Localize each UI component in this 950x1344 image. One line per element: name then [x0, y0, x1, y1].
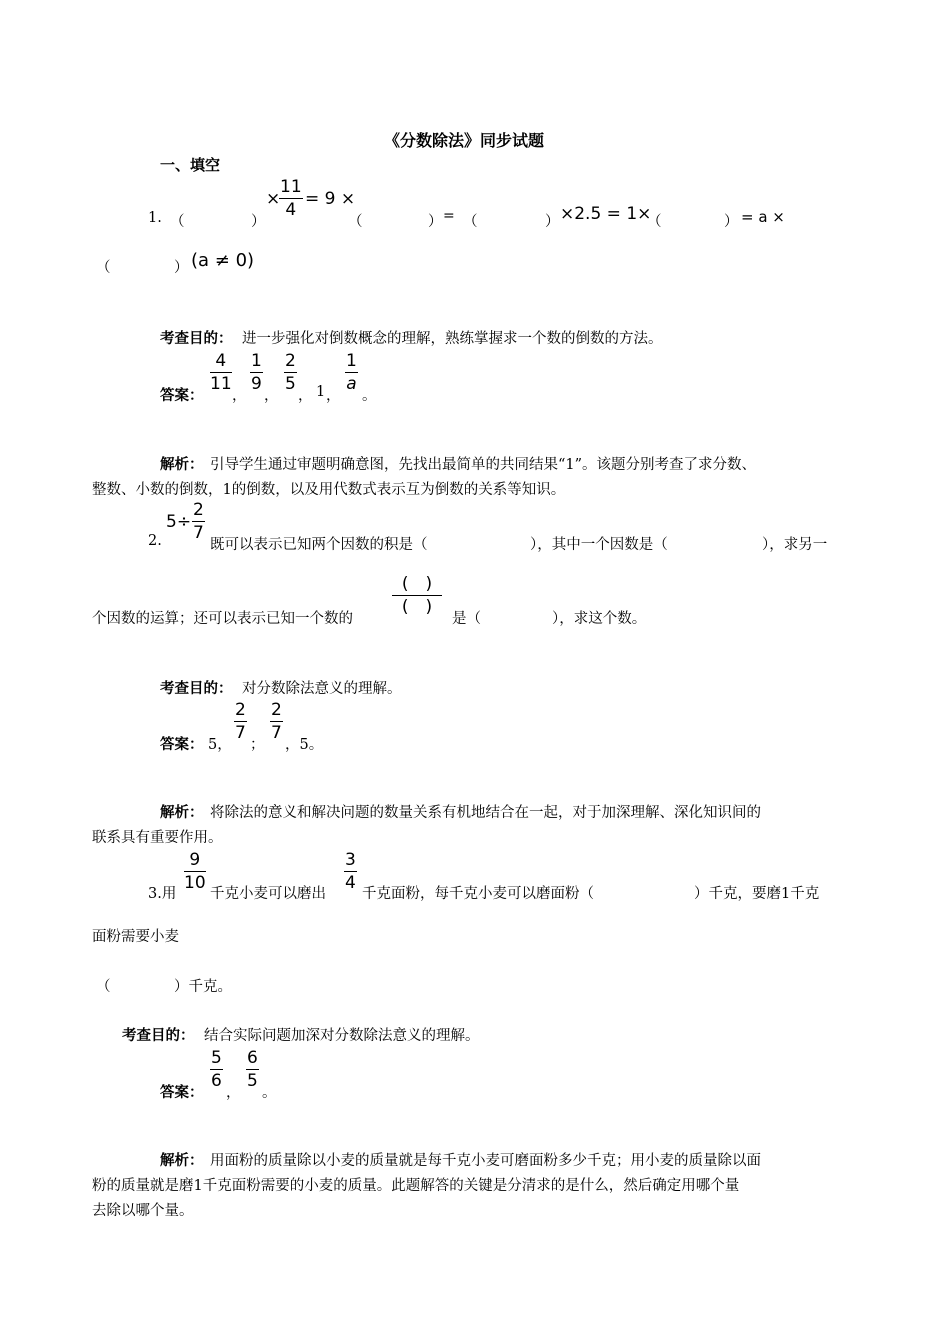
q2-line-2b: 是（	[452, 611, 481, 627]
denominator: 7	[193, 523, 204, 543]
denominator: 10	[184, 873, 206, 893]
numerator: 2	[235, 700, 246, 720]
denominator: 5	[285, 374, 296, 394]
q1-paren-left: （	[463, 214, 478, 230]
q1-fraction-11-4	[279, 177, 303, 220]
q3-analysis-line-3: 去除以哪个量。	[92, 1203, 194, 1219]
q3-text-2: 千克面粉，每千克小麦可以磨面粉（	[362, 886, 594, 902]
q2-analysis-line-1: 将除法的意义和解决问题的数量关系有机地结合在一起，对于加深理解、深化知识间的	[210, 805, 761, 821]
q3-answer-label: 答案：	[160, 1085, 204, 1101]
section-heading: 一、填空	[160, 156, 221, 174]
denominator: 4	[345, 873, 356, 893]
q1-answer-fraction-1-9	[250, 351, 263, 394]
q1-paren-left: （	[348, 214, 363, 230]
q3-text-3: ）千克，要磨1千克	[694, 886, 820, 902]
q2-answer-5: 5，	[208, 737, 232, 753]
denominator: ( )	[401, 597, 433, 617]
q3-answer-fraction-6-5	[246, 1048, 259, 1091]
q2-answer-end: ，5。	[285, 737, 324, 753]
q1-answer-sep: ，	[326, 388, 341, 404]
q3-fraction-3-4	[344, 850, 357, 893]
q2-aim-label: 考查目的：	[160, 681, 233, 697]
denominator: a	[346, 374, 357, 394]
q1-equals: =	[443, 208, 455, 224]
numerator: 1	[251, 351, 262, 371]
q1-answer-fraction-1-a	[345, 351, 358, 394]
q2-line-2c: ），求这个数。	[552, 611, 647, 627]
q1-paren-left: （	[170, 214, 185, 230]
q3-fraction-9-10	[184, 850, 206, 893]
q3-analysis-line-2: 粉的质量就是磨1千克面粉需要的小麦的质量。此题解答的关键是分清求的是什么，然后确定用哪个量	[92, 1178, 740, 1194]
numerator: 4	[210, 351, 232, 373]
q1-paren-right: ）	[428, 214, 443, 230]
q2-answer-label: 答案：	[160, 737, 204, 753]
page-title: 《分数除法》同步试题	[384, 131, 545, 150]
denominator: 7	[235, 723, 246, 743]
q1-answer-fraction-2-5	[284, 351, 297, 394]
q2-answer-fraction-2-7	[234, 700, 247, 743]
q2-line-2a: 个因数的运算；还可以表示已知一个数的	[92, 611, 353, 627]
q3-analysis-label: 解析：	[160, 1153, 204, 1169]
numerator: 2	[193, 500, 204, 520]
q1-answer-sep: ，	[232, 388, 247, 404]
q1-analysis-line-1: 引导学生通过审题明确意图，先找出最简单的共同结果“1”。该题分别考查了求分数、	[210, 457, 757, 473]
q2-analysis-line-2: 联系具有重要作用。	[92, 830, 223, 846]
q1-number: 1.	[148, 210, 162, 226]
q2-text-3: ），求另一	[762, 537, 828, 553]
q3-number: 3.用	[148, 886, 177, 902]
denominator: 9	[251, 374, 262, 394]
q2-analysis-label: 解析：	[160, 805, 204, 821]
numerator: 3	[345, 850, 356, 870]
numerator: 2	[285, 351, 296, 371]
q3-line-3b: ）千克。	[174, 979, 232, 995]
q1-equals-a-times: = a ×	[741, 208, 785, 226]
q1-answer-fraction-4-11	[210, 351, 232, 394]
q1-condition: (a ≠ 0)	[191, 250, 255, 271]
q1-paren-left: （	[96, 260, 111, 276]
q1-paren-right: ）	[174, 260, 189, 276]
q1-times-2-5: ×2.5 = 1×	[560, 204, 652, 224]
q2-aim-text: 对分数除法意义的理解。	[242, 681, 402, 697]
q2-answer-fraction-2-7	[270, 700, 283, 743]
q2-expression: 5÷	[166, 512, 192, 532]
numerator: 1	[346, 351, 357, 371]
q1-answer-end: 。	[362, 388, 377, 404]
q3-text-1: 千克小麦可以磨出	[210, 886, 326, 902]
q3-aim-label: 考查目的：	[122, 1028, 195, 1044]
q1-answer-sep: ，	[298, 388, 313, 404]
q3-line-2: 面粉需要小麦	[92, 929, 179, 945]
q3-line-3a: （	[96, 979, 111, 995]
numerator: ( )	[392, 574, 442, 596]
q1-analysis-line-2: 整数、小数的倒数，1的倒数，以及用代数式表示互为倒数的关系等知识。	[92, 482, 566, 498]
q2-fraction-2-7	[192, 500, 205, 543]
numerator: 2	[271, 700, 282, 720]
denominator: 11	[210, 374, 232, 394]
q2-blank-fraction	[392, 574, 442, 617]
q3-answer-fraction-5-6	[210, 1048, 223, 1091]
numerator: 9	[184, 850, 206, 872]
q2-answer-semicolon: ；	[250, 737, 265, 753]
numerator: 11	[280, 177, 302, 197]
q1-paren-right: ）	[545, 214, 560, 230]
q2-text-1: 既可以表示已知两个因数的积是（	[210, 537, 428, 553]
q1-answer-one: 1	[316, 384, 326, 400]
q3-answer-end: 。	[262, 1085, 277, 1101]
denominator: 7	[271, 723, 282, 743]
q3-answer-sep: ，	[226, 1085, 241, 1101]
q1-aim-label: 考查目的：	[160, 331, 233, 347]
q1-paren-right: ）	[724, 214, 739, 230]
q1-analysis-label: 解析：	[160, 457, 204, 473]
q2-text-2: ），其中一个因数是（	[530, 537, 668, 553]
denominator: 5	[247, 1071, 258, 1091]
q1-paren-right: ）	[251, 214, 266, 230]
q1-aim-text: 进一步强化对倒数概念的理解，熟练掌握求一个数的倒数的方法。	[242, 331, 663, 347]
denominator: 6	[211, 1071, 222, 1091]
q2-number: 2.	[148, 533, 162, 549]
denominator: 4	[285, 200, 297, 220]
q1-paren-left: （	[647, 214, 662, 230]
q1-times-sign: ×	[266, 189, 281, 209]
q3-analysis-line-1: 用面粉的质量除以小麦的质量就是每千克小麦可磨面粉多少千克；用小麦的质量除以面	[210, 1153, 761, 1169]
numerator: 5	[211, 1048, 222, 1068]
numerator: 6	[247, 1048, 258, 1068]
q3-aim-text: 结合实际问题加深对分数除法意义的理解。	[204, 1028, 480, 1044]
q1-answer-label: 答案：	[160, 388, 204, 404]
q1-answer-sep: ，	[264, 388, 279, 404]
q1-equals-9x: = 9 ×	[305, 189, 356, 209]
